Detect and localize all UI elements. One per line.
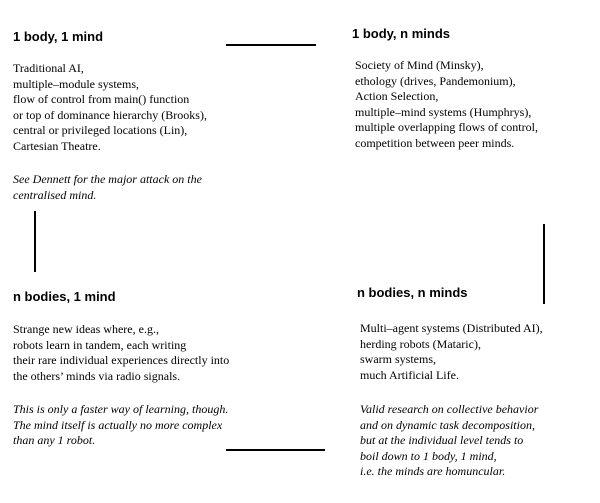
quadrant-one-body-n-minds — [352, 26, 538, 151]
note-line: The mind itself is actually no more complex — [13, 417, 223, 432]
quadrant-description — [355, 58, 538, 151]
connector-line-bottom — [226, 449, 325, 451]
description-line: multiple overlapping flows of control, — [355, 120, 538, 134]
quadrant-n-bodies-n-minds — [357, 285, 543, 480]
description-line: multiple–mind systems (Humphrys), — [355, 104, 532, 119]
note-line: See Dennett for the major attack on the — [13, 172, 202, 186]
description-line: Traditional AI, — [13, 61, 84, 75]
quadrant-note — [13, 172, 207, 203]
description-line: Action Selection, — [355, 89, 439, 103]
description-line: competition between peer minds. — [355, 135, 515, 150]
quadrant-note — [360, 402, 543, 480]
description-line: the others’ minds via radio signals. — [13, 368, 181, 383]
description-line: Society of Mind (Minsky), — [355, 58, 484, 72]
quadrant-note — [13, 402, 229, 449]
description-line: swarm systems, — [360, 352, 436, 366]
note-line: and on dynamic task decomposition, — [360, 417, 535, 432]
connector-line-top — [226, 44, 316, 46]
quadrant-description — [13, 322, 229, 384]
quadrant-heading: 1 body, n minds — [352, 26, 450, 41]
description-line: Multi–agent systems (Distributed AI), — [360, 321, 543, 335]
quadrant-n-bodies-one-mind — [13, 289, 229, 449]
quadrant-heading: n bodies, n minds — [357, 285, 468, 300]
connector-line-right — [543, 224, 545, 304]
note-line: than any 1 robot. — [13, 433, 96, 447]
description-line: herding robots (Mataric), — [360, 336, 481, 351]
note-line: boil down to 1 body, 1 mind, — [360, 448, 497, 463]
description-line: much Artificial Life. — [360, 367, 459, 382]
quadrant-heading: n bodies, 1 mind — [13, 289, 116, 304]
quadrant-one-body-one-mind — [13, 29, 207, 203]
note-line: Valid research on collective behavior — [360, 402, 539, 416]
quadrant-description — [13, 61, 207, 154]
description-line: Strange new ideas where, e.g., — [13, 322, 159, 336]
description-line: or top of dominance hierarchy (Brooks), — [13, 107, 207, 122]
description-line: robots learn in tandem, each writing — [13, 337, 187, 352]
description-line: flow of control from main() function — [13, 92, 190, 106]
description-line: multiple–module systems, — [13, 76, 139, 91]
quadrant-heading: 1 body, 1 mind — [13, 29, 104, 44]
quadrant-description — [360, 321, 543, 383]
note-line: but at the individual level tends to — [360, 433, 524, 447]
description-line: their rare individual experiences directly into — [13, 353, 230, 367]
description-line: Cartesian Theatre. — [13, 138, 101, 153]
connector-line-left — [34, 211, 36, 272]
note-line: i.e. the minds are homuncular. — [360, 464, 506, 478]
description-line: ethology (drives, Pandemonium), — [355, 73, 516, 88]
note-line: This is only a faster way of learning, though. — [13, 402, 229, 416]
description-line: central or privileged locations (Lin), — [13, 123, 188, 137]
note-line: centralised mind. — [13, 187, 97, 202]
